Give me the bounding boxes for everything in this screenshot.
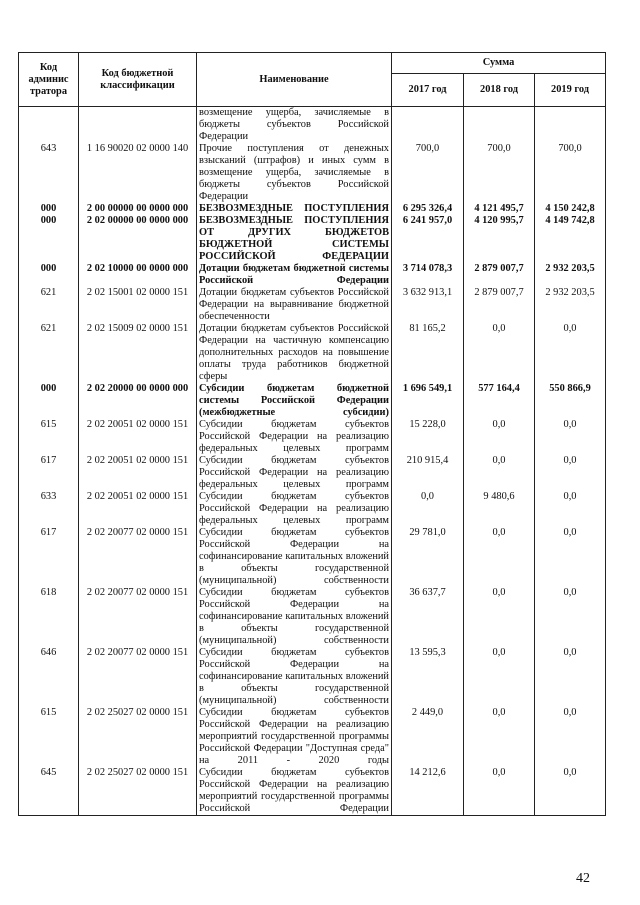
name-cell: Дотации бюджетам субъектов Российской Федерации на выравнивание бюджетной обеспеченности [197, 287, 392, 323]
table-row [19, 143, 606, 203]
value-2019-cell: 2 932 203,5 [535, 287, 606, 323]
value-2018-cell: 4 121 495,7 [464, 203, 535, 215]
header-name: Наименование [197, 53, 392, 107]
admin-code-cell: 645 [19, 767, 79, 816]
admin-code-cell: 621 [19, 323, 79, 383]
value-2017-cell: 0,0 [392, 491, 464, 527]
budget-code-cell: 2 02 20077 02 0000 151 [79, 647, 197, 707]
table-row [19, 263, 606, 287]
name-cell: Субсидии бюджетам субъектов Российской Федерации на софинансирование капитальных вложений в объекты государственной (муниципальной) собственности [197, 587, 392, 647]
value-2017-cell: 3 714 078,3 [392, 263, 464, 287]
name-cell: возмещение ущерба, зачисляемые в бюджеты субъектов Российской Федерации [197, 107, 392, 144]
value-2019-cell: 0,0 [535, 455, 606, 491]
table-row [19, 707, 606, 767]
page-number: 42 [576, 871, 590, 886]
budget-revenue-table [18, 52, 606, 816]
admin-code-cell: 615 [19, 707, 79, 767]
value-2018-cell [464, 107, 535, 144]
table-row [19, 323, 606, 383]
value-2019-cell [535, 107, 606, 144]
admin-code-cell: 000 [19, 203, 79, 215]
admin-code-cell: 617 [19, 455, 79, 491]
budget-code-cell: 2 02 20051 02 0000 151 [79, 455, 197, 491]
budget-code-cell: 2 02 25027 02 0000 151 [79, 707, 197, 767]
value-2017-cell: 15 228,0 [392, 419, 464, 455]
value-2018-cell: 0,0 [464, 587, 535, 647]
table-row [19, 767, 606, 816]
value-2018-cell: 2 879 007,7 [464, 287, 535, 323]
budget-code-cell: 2 02 00000 00 0000 000 [79, 215, 197, 263]
value-2018-cell: 9 480,6 [464, 491, 535, 527]
value-2019-cell: 700,0 [535, 143, 606, 203]
value-2018-cell: 700,0 [464, 143, 535, 203]
name-cell: Субсидии бюджетам субъектов Российской Федерации на софинансирование капитальных вложений в объекты государственной (муниципальной) собственности [197, 647, 392, 707]
value-2018-cell: 4 120 995,7 [464, 215, 535, 263]
name-cell: Субсидии бюджетам субъектов Российской Федерации на реализацию мероприятий государственной программы Российской Федерации [197, 767, 392, 816]
value-2019-cell: 550 866,9 [535, 383, 606, 419]
header-year-2017: 2017 год [392, 74, 464, 107]
admin-code-cell: 000 [19, 263, 79, 287]
value-2018-cell: 0,0 [464, 323, 535, 383]
value-2018-cell: 0,0 [464, 419, 535, 455]
name-cell: Дотации бюджетам субъектов Российской Федерации на частичную компенсацию дополнительных расходов на повышение оплаты труда работников бюджетной сферы [197, 323, 392, 383]
value-2017-cell [392, 107, 464, 144]
value-2017-cell: 36 637,7 [392, 587, 464, 647]
value-2018-cell: 577 164,4 [464, 383, 535, 419]
value-2019-cell: 0,0 [535, 323, 606, 383]
budget-code-cell: 2 02 20000 00 0000 000 [79, 383, 197, 419]
value-2019-cell: 4 150 242,8 [535, 203, 606, 215]
name-cell: Субсидии бюджетам субъектов Российской Федерации на реализацию федеральных целевых программ [197, 419, 392, 455]
table-row [19, 383, 606, 419]
table-row [19, 587, 606, 647]
admin-code-cell: 633 [19, 491, 79, 527]
admin-code-cell: 621 [19, 287, 79, 323]
name-cell: Дотации бюджетам бюджетной системы Российской Федерации [197, 263, 392, 287]
value-2017-cell: 700,0 [392, 143, 464, 203]
value-2019-cell: 0,0 [535, 419, 606, 455]
name-cell: БЕЗВОЗМЕЗДНЫЕ ПОСТУПЛЕНИЯ [197, 203, 392, 215]
admin-code-cell: 000 [19, 383, 79, 419]
value-2019-cell: 0,0 [535, 527, 606, 587]
value-2018-cell: 0,0 [464, 527, 535, 587]
header-budget-code: Код бюджетной классификации [79, 53, 197, 107]
table-row [19, 527, 606, 587]
table-body [19, 107, 606, 816]
name-cell: Субсидии бюджетам субъектов Российской Федерации на реализацию федеральных целевых программ [197, 455, 392, 491]
budget-code-cell: 2 02 20077 02 0000 151 [79, 527, 197, 587]
value-2019-cell: 2 932 203,5 [535, 263, 606, 287]
value-2019-cell: 4 149 742,8 [535, 215, 606, 263]
value-2017-cell: 3 632 913,1 [392, 287, 464, 323]
value-2018-cell: 0,0 [464, 707, 535, 767]
admin-code-cell: 646 [19, 647, 79, 707]
value-2018-cell: 0,0 [464, 455, 535, 491]
budget-code-cell: 2 02 10000 00 0000 000 [79, 263, 197, 287]
admin-code-cell: 615 [19, 419, 79, 455]
name-cell: Субсидии бюджетам субъектов Российской Федерации на софинансирование капитальных вложений в объекты государственной (муниципальной) собственности [197, 527, 392, 587]
value-2018-cell: 2 879 007,7 [464, 263, 535, 287]
budget-code-cell: 2 02 20051 02 0000 151 [79, 419, 197, 455]
table-row [19, 107, 606, 144]
table-row [19, 455, 606, 491]
name-cell: Прочие поступления от денежных взысканий (штрафов) и иных сумм в возмещение ущерба, зачисляемые в бюджеты субъектов Российской Федерации [197, 143, 392, 203]
table-row [19, 287, 606, 323]
admin-code-cell: 618 [19, 587, 79, 647]
header-admin-code: Код админис тратора [19, 53, 79, 107]
admin-code-cell [19, 107, 79, 144]
name-cell: Субсидии бюджетам субъектов Российской Федерации на реализацию федеральных целевых программ [197, 491, 392, 527]
table-row [19, 419, 606, 455]
admin-code-cell: 643 [19, 143, 79, 203]
header-year-2018: 2018 год [464, 74, 535, 107]
value-2017-cell: 6 295 326,4 [392, 203, 464, 215]
value-2019-cell: 0,0 [535, 587, 606, 647]
value-2017-cell: 1 696 549,1 [392, 383, 464, 419]
value-2017-cell: 13 595,3 [392, 647, 464, 707]
value-2019-cell: 0,0 [535, 647, 606, 707]
value-2019-cell: 0,0 [535, 491, 606, 527]
name-cell: Субсидии бюджетам субъектов Российской Федерации на реализацию мероприятий государственной программы Российской Федерации "Доступная среда" на 2011 - 2020 годы [197, 707, 392, 767]
budget-code-cell [79, 107, 197, 144]
table-row [19, 491, 606, 527]
header-year-2019: 2019 год [535, 74, 606, 107]
value-2017-cell: 29 781,0 [392, 527, 464, 587]
table-row [19, 215, 606, 263]
budget-code-cell: 2 02 25027 02 0000 151 [79, 767, 197, 816]
budget-code-cell: 2 02 20077 02 0000 151 [79, 587, 197, 647]
budget-code-cell: 2 02 15001 02 0000 151 [79, 287, 197, 323]
value-2019-cell: 0,0 [535, 767, 606, 816]
value-2017-cell: 6 241 957,0 [392, 215, 464, 263]
table-row [19, 203, 606, 215]
budget-code-cell: 1 16 90020 02 0000 140 [79, 143, 197, 203]
budget-code-cell: 2 02 15009 02 0000 151 [79, 323, 197, 383]
value-2017-cell: 2 449,0 [392, 707, 464, 767]
value-2017-cell: 81 165,2 [392, 323, 464, 383]
name-cell: БЕЗВОЗМЕЗДНЫЕ ПОСТУПЛЕНИЯ ОТ ДРУГИХ БЮДЖЕТОВ БЮДЖЕТНОЙ СИСТЕМЫ РОССИЙСКОЙ ФЕДЕРАЦИИ [197, 215, 392, 263]
value-2019-cell: 0,0 [535, 707, 606, 767]
budget-code-cell: 2 02 20051 02 0000 151 [79, 491, 197, 527]
header-sum: Сумма [392, 53, 606, 74]
table-row [19, 647, 606, 707]
admin-code-cell: 000 [19, 215, 79, 263]
name-cell: Субсидии бюджетам бюджетной системы Российской Федерации (межбюджетные субсидии) [197, 383, 392, 419]
value-2017-cell: 14 212,6 [392, 767, 464, 816]
value-2018-cell: 0,0 [464, 767, 535, 816]
admin-code-cell: 617 [19, 527, 79, 587]
value-2018-cell: 0,0 [464, 647, 535, 707]
budget-code-cell: 2 00 00000 00 0000 000 [79, 203, 197, 215]
value-2017-cell: 210 915,4 [392, 455, 464, 491]
